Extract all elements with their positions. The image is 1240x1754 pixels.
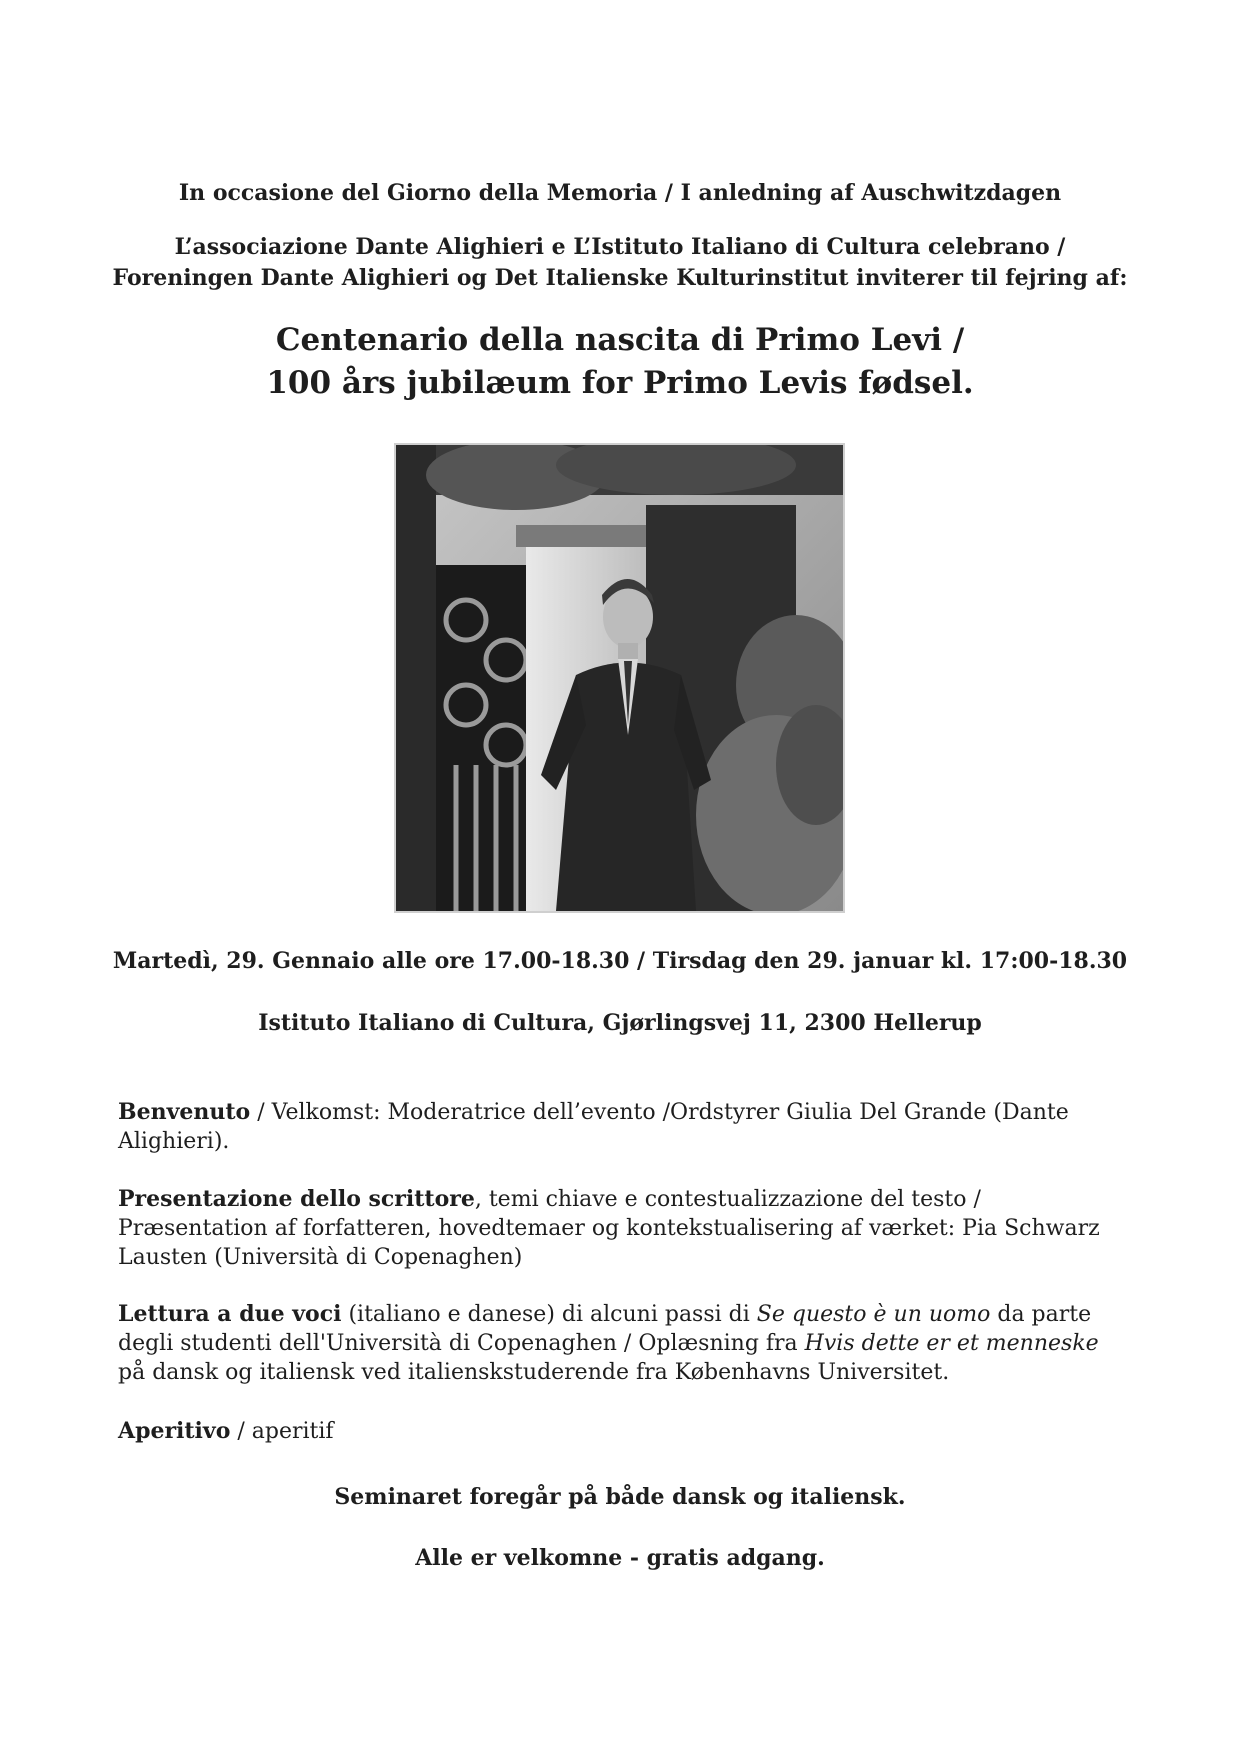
welcome-text: / Velkomst: Moderatrice dell’evento /Ordstyrer Giulia Del Grande (Dante Alighieri). xyxy=(118,1100,1069,1154)
event-title-italian: Centenario della nascita di Primo Levi / xyxy=(275,322,965,358)
program-welcome xyxy=(118,1098,1128,1156)
organizers-danish: Foreningen Dante Alighieri og Det Italienske Kulturinstitut inviterer til fejring af: xyxy=(112,265,1128,291)
aperitif-text: / aperitif xyxy=(230,1419,334,1444)
reading-text-c: på dansk og italiensk ved italienskstuderende fra Københavns Universitet. xyxy=(118,1360,950,1385)
presentation-heading: Presentazione dello scrittore xyxy=(118,1186,475,1212)
aperitif-heading: Aperitivo xyxy=(118,1418,231,1444)
intro-line: In occasione del Giorno della Memoria / I anledning af Auschwitzdagen xyxy=(178,180,1062,206)
admission-note: Alle er velkomne - gratis adgang. xyxy=(415,1545,825,1571)
welcome-heading: Benvenuto xyxy=(118,1099,251,1125)
reading-heading: Lettura a due voci xyxy=(118,1301,342,1327)
language-note: Seminaret foregår på både dansk og italiensk. xyxy=(334,1484,906,1510)
organizers-italian: L’associazione Dante Alighieri e L’Istituto Italiano di Cultura celebrano / xyxy=(174,234,1066,260)
event-datetime: Martedì, 29. Gennaio alle ore 17.00-18.30 / Tirsdag den 29. januar kl. 17:00-18.30 xyxy=(112,948,1128,974)
reading-text-a: (italiano e danese) di alcuni passi di xyxy=(341,1302,757,1327)
program-reading xyxy=(118,1300,1128,1387)
program-presentation xyxy=(118,1185,1128,1272)
program-aperitif xyxy=(118,1417,1128,1446)
book-title-italian: Se questo è un uomo xyxy=(756,1302,991,1327)
portrait-photo xyxy=(396,445,843,911)
reading-text-b: da parte degli studenti dell'Università di Copenaghen / Oplæsning fra xyxy=(118,1302,1092,1356)
event-location: Istituto Italiano di Cultura, Gjørlingsvej 11, 2300 Hellerup xyxy=(258,1010,982,1036)
book-title-danish: Hvis dette er et menneske xyxy=(804,1331,1099,1356)
event-title-danish: 100 års jubilæum for Primo Levis fødsel. xyxy=(266,365,974,401)
presentation-text: , temi chiave e contestualizzazione del testo / Præsentation af forfatteren, hovedtemaer og kontekstualisering af værket: Pia Schwarz Lausten (Università di Copenaghen) xyxy=(118,1187,1100,1270)
